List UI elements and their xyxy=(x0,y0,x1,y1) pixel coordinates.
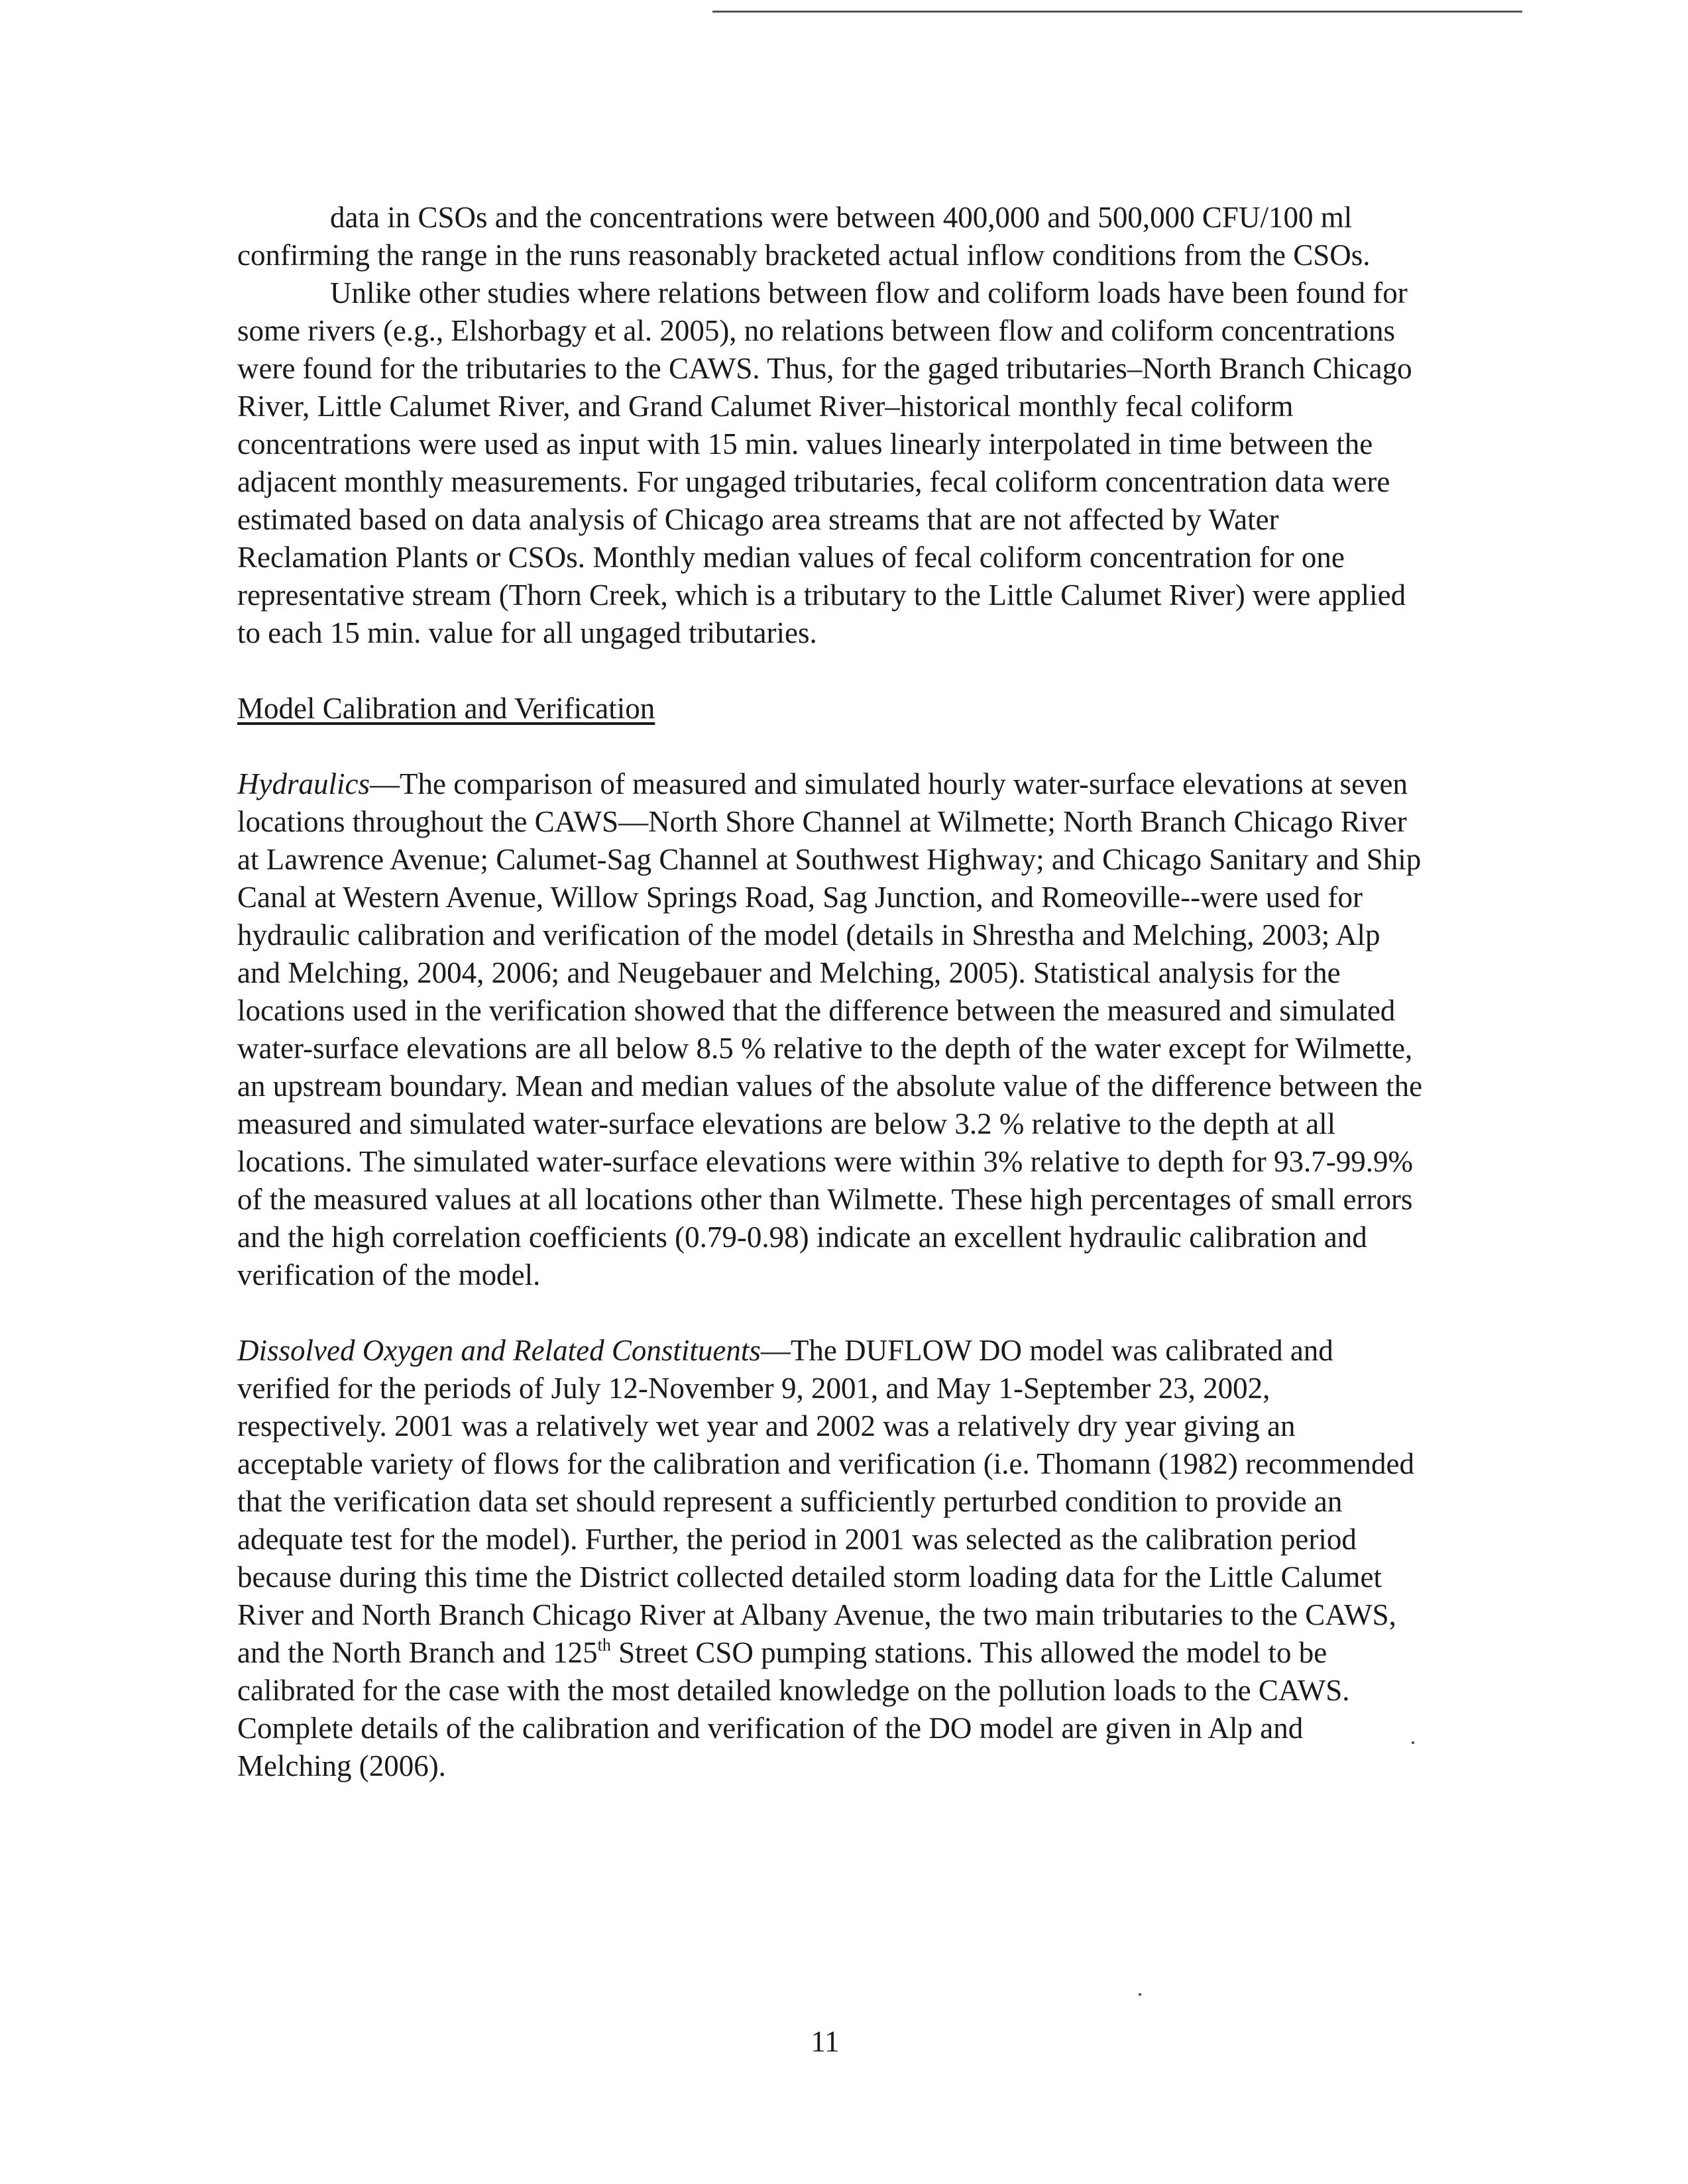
dissolved-oxygen-text-2: Street CSO pumping stations. This allowed the model to be calibrated for the case with the most detailed knowledge on the pollution loads to the CAWS. Complete details of the calibration and verification of the DO model are given in Alp and Melching (2006). xyxy=(237,1636,1350,1782)
scan-speck xyxy=(1139,1993,1141,1996)
document-body xyxy=(237,199,1424,1785)
dissolved-oxygen-text-1: —The DUFLOW DO model was calibrated and verified for the periods of July 12-November 9, 2001, and May 1-September 23, 2002, respectively. 2001 was a relatively wet year and 2002 was a relatively dry year giving an acceptable variety of flows for the calibration and verification (i.e. Thomann (1982) recommended that the verification data set should represent a sufficiently perturbed condition to provide an adequate test for the model). Further, the period in 2001 was selected as the calibration period because during this time the District collected detailed storm loading data for the Little Calumet River and North Branch Chicago River at Albany Avenue, the two main tributaries to the CAWS, and the North Branch and 125 xyxy=(237,1334,1414,1669)
section-heading-wrapper xyxy=(237,690,1424,728)
paragraph-dissolved-oxygen xyxy=(237,1332,1424,1785)
paragraph-hydraulics xyxy=(237,765,1424,1294)
scan-top-rule xyxy=(712,11,1522,13)
ordinal-superscript: th xyxy=(597,1635,611,1655)
hydraulics-lead: Hydraulics xyxy=(237,767,370,800)
section-heading: Model Calibration and Verification xyxy=(237,692,655,725)
scan-speck xyxy=(1412,1741,1414,1744)
paragraph-csos-continued: data in CSOs and the concentrations were between 400,000 and 500,000 CFU/100 ml confirming the range in the runs reasonably bracketed actual inflow conditions from the CSOs. xyxy=(237,201,1371,272)
page-number: 11 xyxy=(811,2025,840,2058)
dissolved-oxygen-lead: Dissolved Oxygen and Related Constituents xyxy=(237,1334,761,1367)
hydraulics-text: —The comparison of measured and simulated hourly water-surface elevations at seven locations throughout the CAWS—North Shore Channel at Wilmette; North Branch Chicago River at Lawrence Avenue; Calumet-Sag Channel at Southwest Highway; and Chicago Sanitary and Ship Canal at Western Avenue, Willow Springs Road, Sag Junction, and Romeoville--were used for hydraulic calibration and verification of the model (details in Shrestha and Melching, 2003; Alp and Melching, 2004, 2006; and Neugebauer and Melching, 2005). Statistical analysis for the locations used in the verification showed that the difference between the measured and simulated water-surface elevations are all below 8.5 % relative to the depth of the water except for Wilmette, an upstream boundary. Mean and median values of the absolute value of the difference between the measured and simulated water-surface elevations are below 3.2 % relative to the depth at all locations. The simulated water-surface elevations were within 3% relative to depth for 93.7-99.9% of the measured values at all locations other than Wilmette. These high percentages of small errors and the high correlation coefficients (0.79-0.98) indicate an excellent hydraulic calibration and verification of the model. xyxy=(237,767,1423,1291)
paragraph-tributaries: Unlike other studies where relations between flow and coliform loads have been found for some rivers (e.g., Elshorbagy et al. 2005), no relations between flow and coliform concentrations were found for the tributaries to the CAWS. Thus, for the gaged tributaries–North Branch Chicago River, Little Calumet River, and Grand Calumet River–historical monthly fecal coliform concentrations were used as input with 15 min. values linearly interpolated in time between the adjacent monthly measurements. For ungaged tributaries, fecal coliform concentration data were estimated based on data analysis of Chicago area streams that are not affected by Water Reclamation Plants or CSOs. Monthly median values of fecal coliform concentration for one representative stream (Thorn Creek, which is a tributary to the Little Calumet River) were applied to each 15 min. value for all ungaged tributaries. xyxy=(237,276,1412,649)
